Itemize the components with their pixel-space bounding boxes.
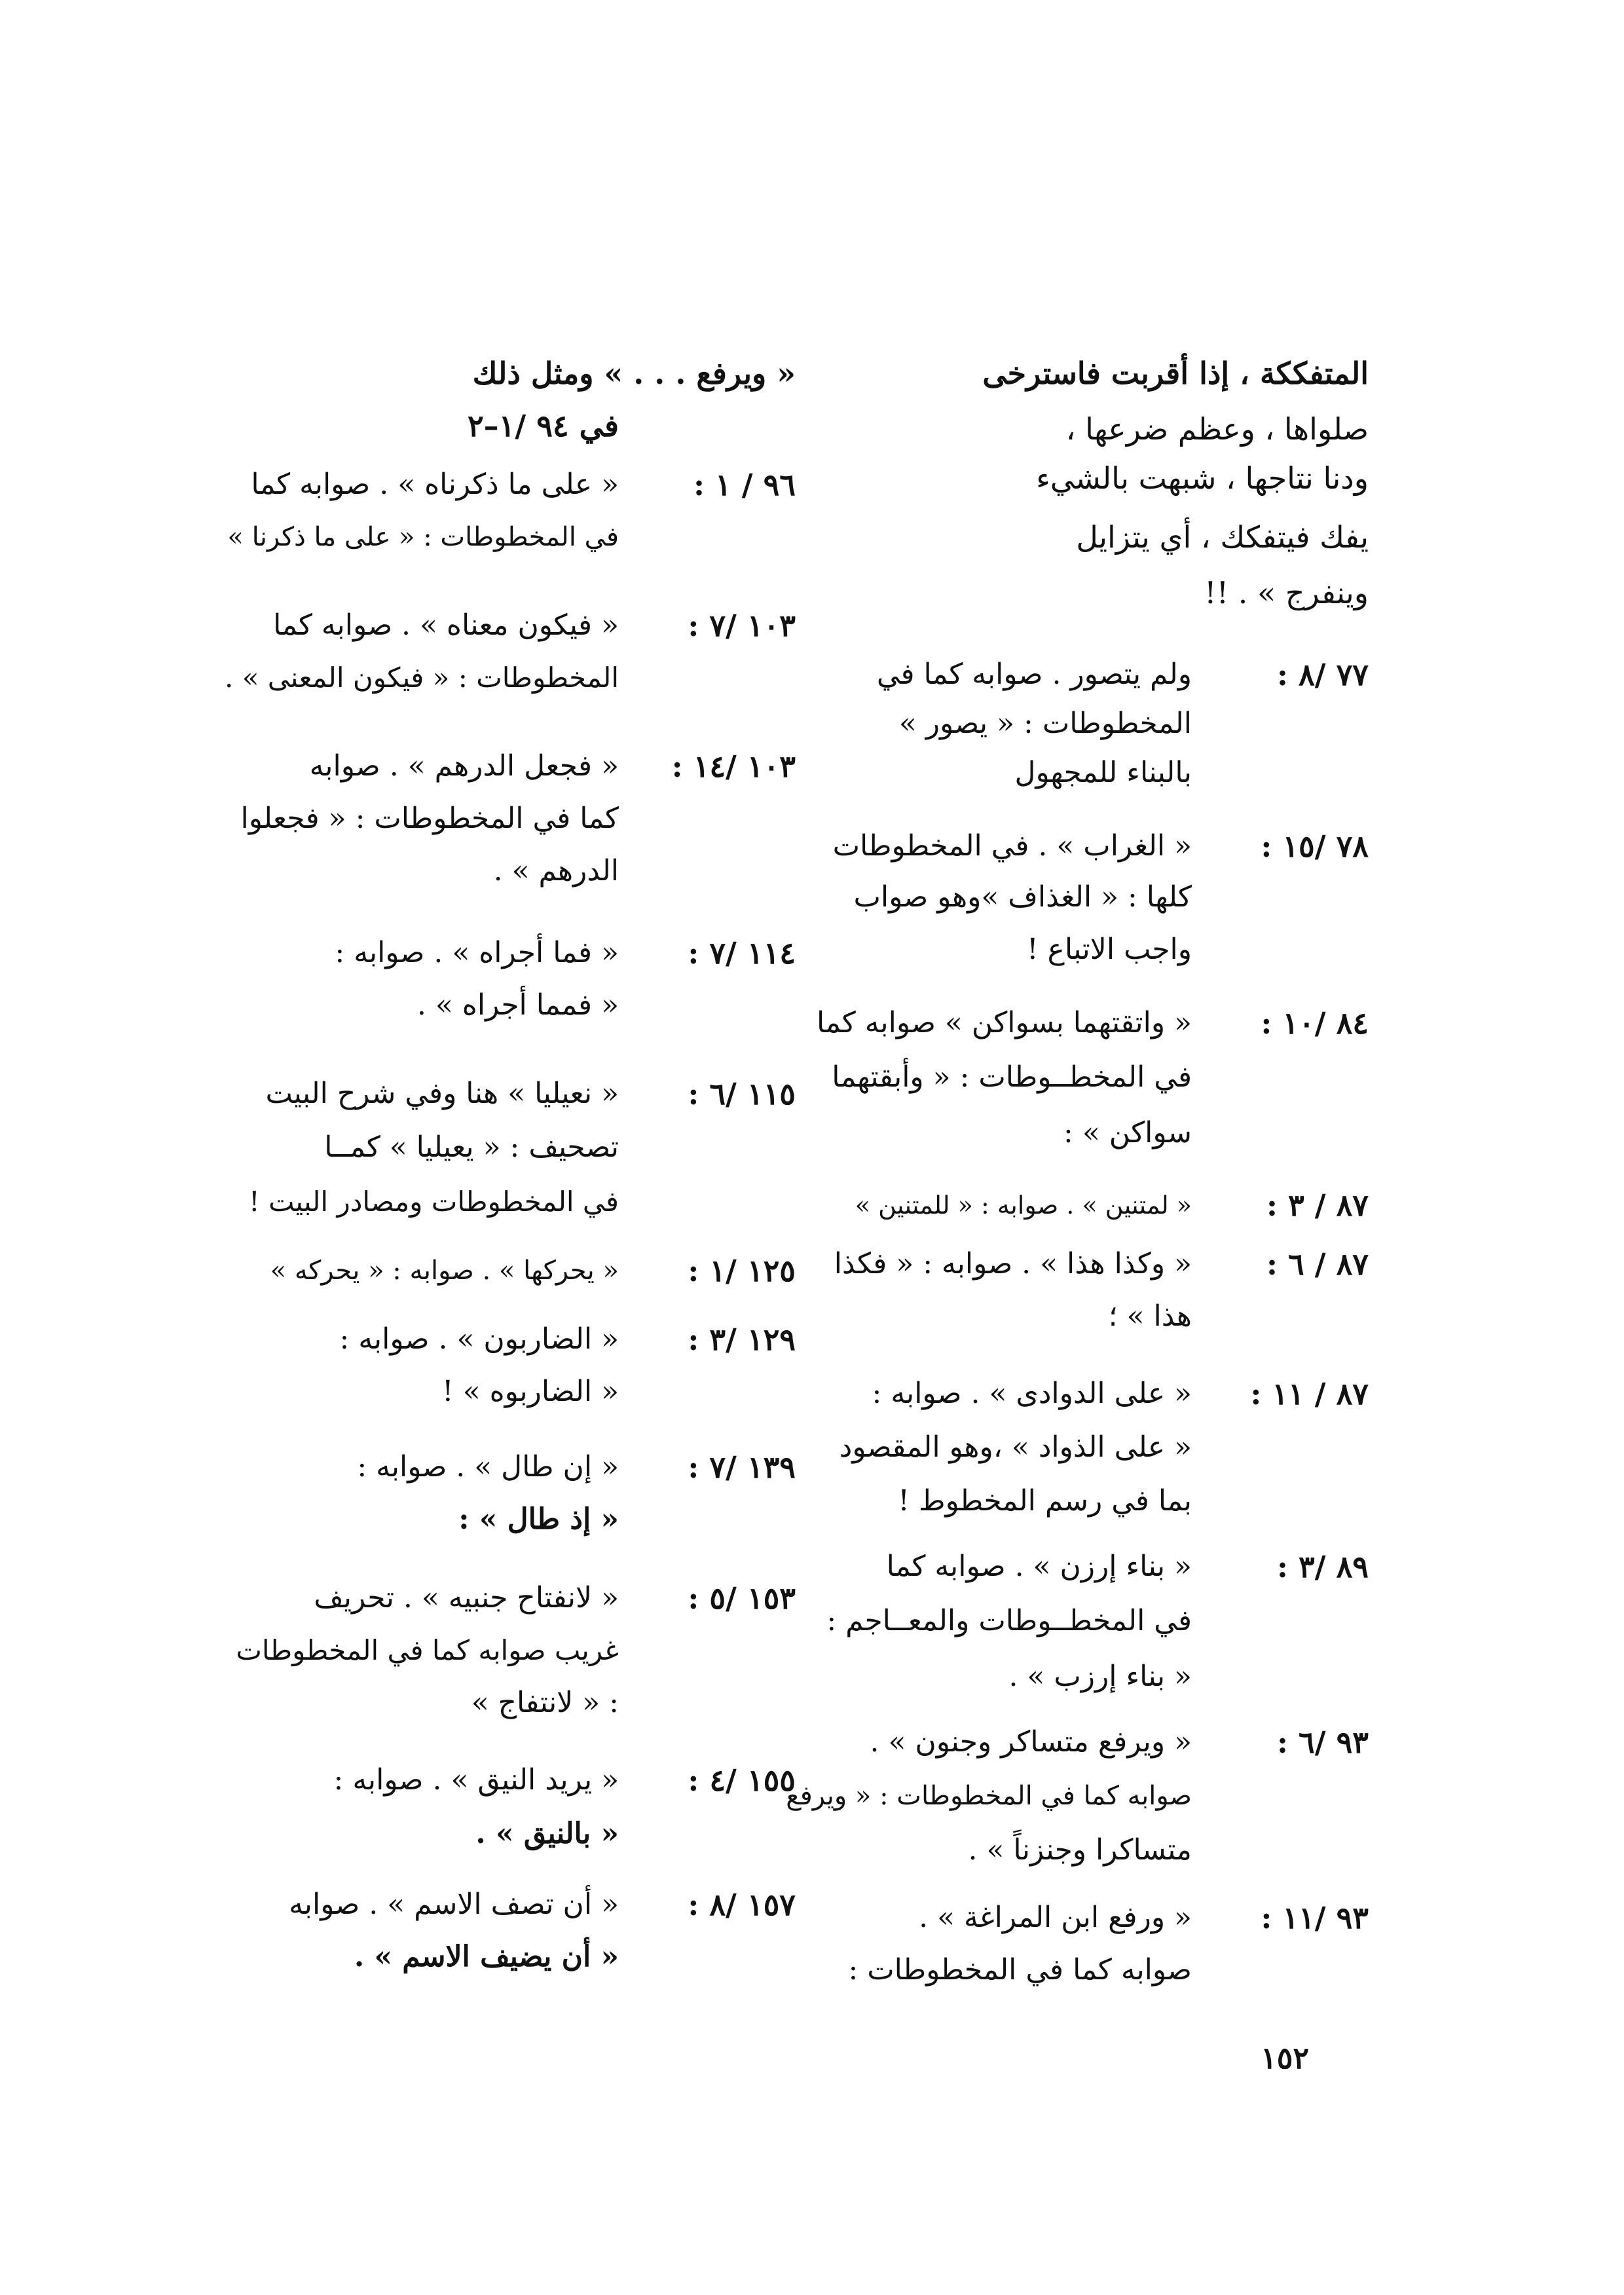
entry-text: « أن يضيف الاسم » . (354, 1940, 619, 1973)
entry-ref: ١٥٣ /٥ : (688, 1580, 796, 1616)
entry-ref: ١٢٥ /١ : (688, 1253, 796, 1288)
entry-text: غريب صوابه كما في المخطوطات (236, 1634, 619, 1666)
errata-entry (805, 1374, 1369, 1413)
errata-entry (805, 1723, 1369, 1762)
entry-ref: ٨٤ /١٠ : (1261, 1005, 1369, 1041)
errata-entry (232, 1251, 796, 1290)
entry-text: بالبناء للمجهول (1014, 756, 1192, 789)
entry-text: « لمتنين » . صوابه : « للمتنين » (855, 1191, 1192, 1220)
entry-text: سواكن » : (1063, 1116, 1192, 1149)
intro-line: وينفرج » . !! (1204, 575, 1369, 610)
entry-ref: ٧٧ /٨ : (1277, 657, 1369, 692)
entry-text: في المخطوطات ومصادر البيت ! (248, 1185, 619, 1218)
errata-entry (805, 1185, 1369, 1225)
entry-text: « يحركها » . صوابه : « يحركه » (270, 1256, 619, 1286)
entry-text: « فجعل الدرهم » . صوابه (309, 749, 619, 783)
intro-line: يفك فيتفكك ، أي يتزايل (1076, 519, 1369, 555)
entry-text: « على الذواد » ،وهو المقصود (839, 1430, 1192, 1464)
entry-text: في المخطــوطات : « وأبقتهما (832, 1060, 1192, 1094)
entry-ref: ١٣٩ /٧ : (688, 1449, 796, 1485)
entry-text: « الضاربوه » ! (442, 1375, 619, 1408)
entry-ref: ٧٨ /١٥ : (1261, 829, 1369, 864)
entry-text: واجب الاتباع ! (1026, 933, 1192, 966)
entry-ref: ١٥٥ /٤ : (688, 1763, 796, 1798)
entry-text: « نعيليا » هنا وفي شرح البيت (265, 1077, 619, 1110)
entry-text: في المخطوطات : « على ما ذكرنا » (227, 522, 619, 552)
errata-entry (232, 1074, 796, 1113)
errata-entry (805, 1003, 1369, 1043)
entry-text: « واتقتهما بسواكن » صوابه كما (817, 1006, 1192, 1039)
entry-ref: ٨٧ / ٣ : (1266, 1187, 1369, 1223)
entry-ref: ١٢٩ /٣ : (688, 1322, 796, 1357)
entry-text: المخطوطات : « يصور » (898, 707, 1192, 740)
entry-ref: ١٠٣ /١٤ : (671, 749, 796, 784)
entry-text: « فما أجراه » . صوابه : (335, 936, 619, 969)
intro-line: في ٩٤ /١–٢ (467, 408, 619, 443)
entry-text: « وكذا هذا » . صوابه : « فكذا (834, 1247, 1192, 1280)
intro-line: صلواها ، وعظم ضرعها ، (1065, 411, 1369, 447)
entry-text: « بناء إرزن » . صوابه كما (886, 1550, 1192, 1583)
errata-entry (232, 1885, 796, 1924)
entry-text: « إذ طال » : (458, 1502, 619, 1536)
errata-entry (805, 827, 1369, 866)
entry-text: « الغراب » . في المخطوطات (832, 829, 1192, 863)
entry-text: « بالنيق » . (475, 1817, 619, 1850)
entry-ref: ١١٥ /٦ : (688, 1076, 796, 1111)
entry-text: صوابه كما في المخطوطات : « ويرفع (786, 1781, 1192, 1811)
errata-entry (805, 1898, 1369, 1937)
entry-text: كلها : « الغذاف »وهو صواب (853, 880, 1192, 914)
entry-text: متساكرا وجنزناً » . (968, 1833, 1192, 1867)
entry-text: هذا » ؛ (1108, 1299, 1192, 1333)
entry-text: الدرهم » . (493, 854, 619, 887)
errata-entry (232, 1578, 796, 1618)
entry-text: « الضاربون » . صوابه : (339, 1322, 619, 1356)
errata-entry (232, 606, 796, 645)
entry-text: « يريد النيق » . صوابه : (333, 1763, 619, 1797)
entry-ref: ٨٧ / ٦ : (1266, 1246, 1369, 1282)
entry-ref: ٨٩ /٣ : (1277, 1549, 1369, 1584)
entry-text: « على الدوادى » . صوابه : (872, 1377, 1192, 1410)
entry-text: بما في رسم المخطوط ! (898, 1484, 1192, 1518)
errata-entry (232, 747, 796, 786)
errata-entry (232, 1447, 796, 1487)
entry-text: « فمما أجراه » . (416, 988, 619, 1022)
entry-text: المخطوطات : « فيكون المعنى » . (225, 662, 619, 694)
entry-text: كما في المخطوطات : « فجعلوا (240, 802, 619, 835)
intro-line: ودنا نتاجها ، شبهت بالشيء (1036, 460, 1369, 496)
entry-text: صوابه كما في المخطوطات : (848, 1953, 1192, 1987)
entry-ref: ٨٧ / ١١ : (1250, 1376, 1369, 1411)
entry-text: في المخطــوطات والمعــاجم : (826, 1604, 1192, 1637)
entry-text: « ويرفع متساكر وجنون » . (870, 1725, 1192, 1759)
entry-ref: ١٠٣ /٧ : (688, 608, 796, 643)
entry-text: « لانفتاح جنبيه » . تحريف (314, 1581, 619, 1614)
page-number: ١٥٢ (1261, 2040, 1310, 2076)
entry-text: : « لانتفاج » (471, 1686, 619, 1719)
entry-text: « على ما ذكرناه » . صوابه كما (251, 468, 619, 501)
errata-entry (232, 465, 796, 504)
entry-ref: ٩٣ /١١ : (1261, 1900, 1369, 1935)
entry-ref: ٩٣ /٦ : (1277, 1725, 1369, 1760)
errata-entry (232, 1320, 796, 1359)
intro-line: « ويرفع . . . » ومثل ذلك (472, 356, 796, 391)
entry-text: « فيكون معناه » . صوابه كما (273, 608, 619, 642)
errata-entry (232, 1761, 796, 1800)
entry-text: ولم يتصور . صوابه كما في (876, 658, 1192, 691)
entry-ref: ١٥٧ /٨ : (688, 1887, 796, 1922)
entry-text: « ورفع ابن المراغة » . (919, 1901, 1192, 1934)
errata-entry (232, 933, 796, 973)
entry-text: تصحيف : « يعيليا » كمــا (324, 1130, 619, 1164)
entry-text: « إن طال » . صوابه : (357, 1450, 619, 1483)
errata-entry (805, 1547, 1369, 1586)
entry-ref: ١١٤ /٧ : (688, 935, 796, 971)
entry-ref: ٩٦ / ١ : (693, 467, 796, 502)
entry-text: « أن تصف الاسم » . صوابه (289, 1888, 619, 1921)
errata-entry (805, 655, 1369, 694)
errata-entry (805, 1244, 1369, 1284)
entry-text: « بناء إرزب » . (1008, 1660, 1192, 1693)
intro-line: المتفككة ، إذا أقربت فاسترخى (982, 356, 1369, 391)
